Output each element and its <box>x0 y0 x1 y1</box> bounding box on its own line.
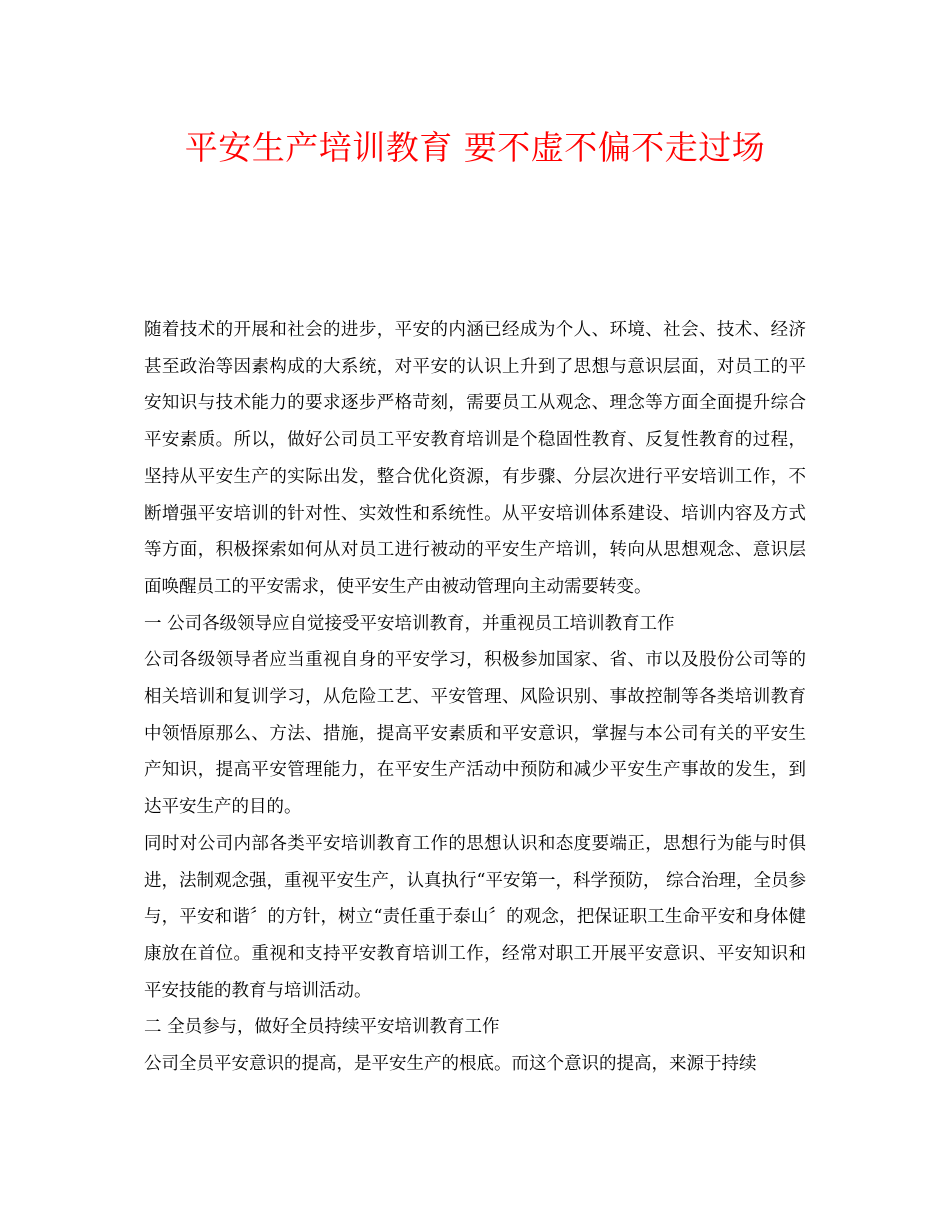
section-1-paragraph-1: 公司各级领导者应当重视自身的平安学习，积极参加国家、省、市以及股份公司等的相关培训和复训学习，从危险工艺、平安管理、风险识别、事故控制等各类培训教育中领悟原那么、方法、措施，提高平安素质和平安意识，掌握与本公司有关的平安生产知识，提高平安管理能力，在平安生产活动中预防和减少平安生产事故的发生，到达平安生产的目的。 <box>144 650 806 818</box>
intro-paragraph: 随着技术的开展和社会的进步，平安的内涵已经成为个人、环境、社会、技术、经济甚至政治等因素构成的大系统，对平安的认识上升到了思想与意识层面，对员工的平安知识与技术能力的要求逐步严格苛刻，需要员工从观念、理念等方面全面提升综合平安素质。所以，做好公司员工平安教育培训是个稳固性教育、反复性教育的过程，坚持从平安生产的实际出发，整合优化资源，有步骤、分层次进行平安培训工作，不断增强平安培训的针对性、实效性和系统性。从平安培训体系建设、培训内容及方式等方面，积极探索如何从对员工进行被动的平安生产培训，转向从思想观念、意识层面唤醒员工的平安需求，使平安生产由被动管理向主动需要转变。 <box>144 320 806 597</box>
document-title: 平安生产培训教育 要不虚不偏不走过场 <box>184 128 766 167</box>
section-heading-1: 一 公司各级领导应自觉接受平安培训教育，并重视员工培训教育工作 <box>144 613 675 634</box>
section-heading-2: 二 全员参与，做好全员持续平安培训教育工作 <box>144 1017 500 1038</box>
document-body <box>144 312 806 1083</box>
section-2-paragraph-1: 公司全员平安意识的提高，是平安生产的根底。而这个意识的提高，来源于持续 <box>144 1054 757 1075</box>
section-1-paragraph-2: 同时对公司内部各类平安培训教育工作的思想认识和态度要端正，思想行为能与时俱进，法制观念强，重视平安生产，认真执行“平安第一，科学预防， 综合治理，全员参与，平安和谐〞的方针，树立“责任重于泰山〞的观念，把保证职工生命平安和身体健康放在首位。重视和支持平安教育培训工作，经常对职工开展平安意识、平安知识和平安技能的教育与培训活动。 <box>144 833 807 1001</box>
